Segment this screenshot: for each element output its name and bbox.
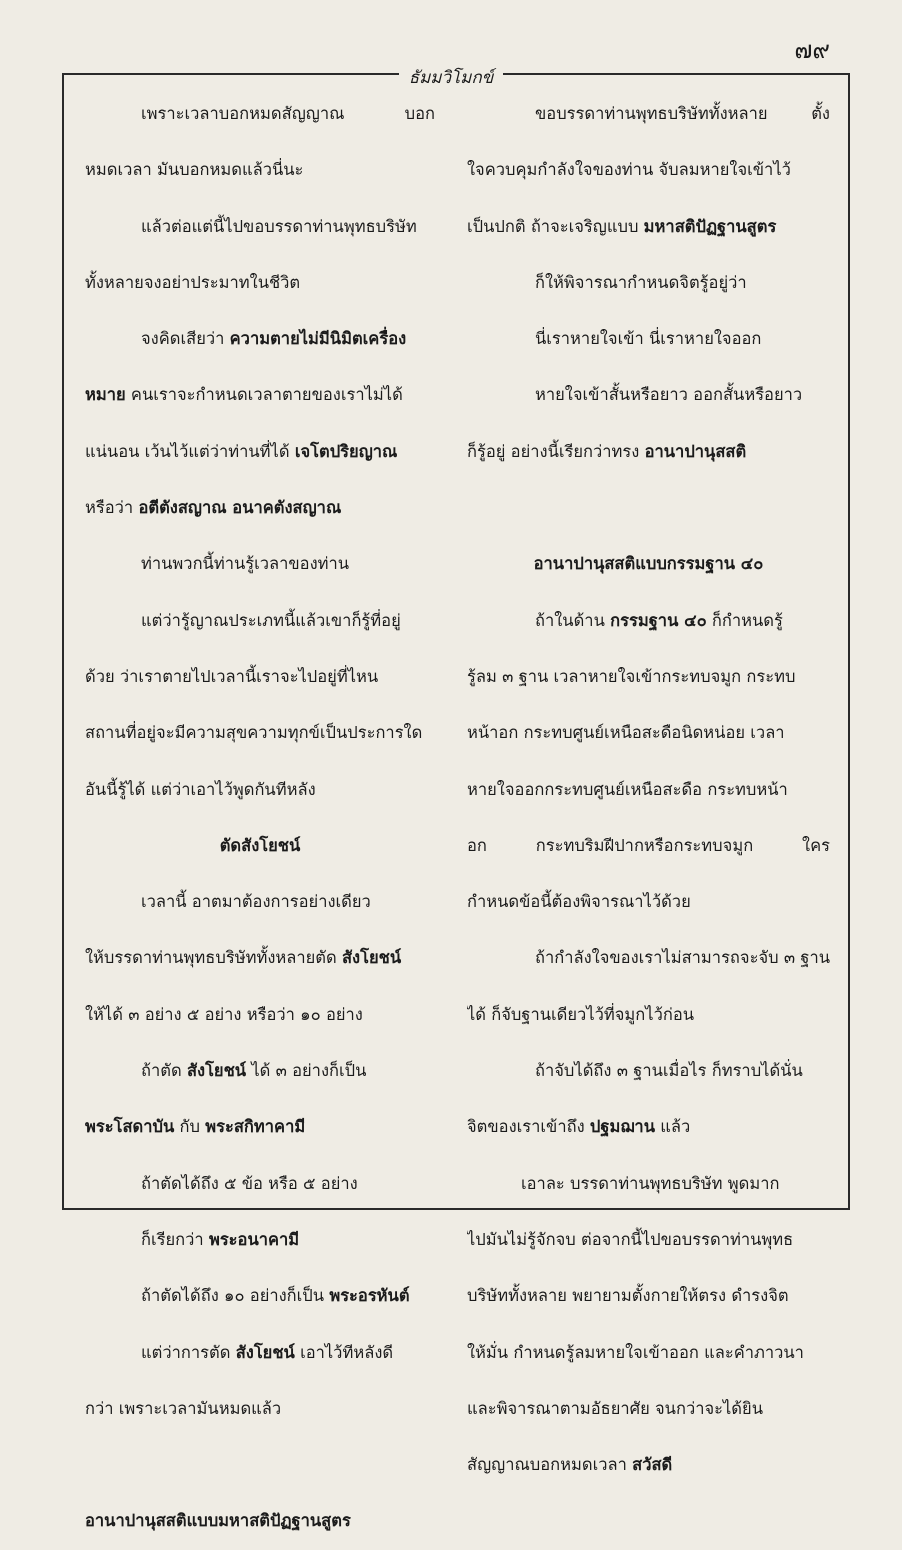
text-line: ให้ได้ ๓ อย่าง ๕ อย่าง หรือว่า ๑๐ อย่าง	[85, 1004, 363, 1024]
text-span: ก็กำหนดรู้	[706, 610, 783, 630]
text-span: ก็รู้อยู่ อย่างนี้เรียกว่าทรง	[467, 441, 645, 461]
bold-term: พระโสดาบัน	[85, 1117, 175, 1137]
section-heading	[467, 536, 830, 592]
text-span: สัญญาณบอกหมดเวลา	[467, 1455, 633, 1475]
text-span: อก	[467, 835, 487, 855]
bold-term: เจโตปริยญาณ	[294, 441, 398, 461]
text-line	[85, 311, 435, 367]
text-span: จิตของเราเข้าถึง	[467, 1117, 590, 1137]
text-line: หมดเวลา มันบอกหมดแล้วนี่นะ	[85, 160, 304, 180]
text-line	[467, 199, 830, 255]
text-line	[85, 424, 435, 480]
text-line	[85, 930, 435, 986]
bold-term: สังโยชน์	[235, 1342, 295, 1362]
text-span: แล้ว	[654, 1117, 691, 1137]
text-span: กระทบริมฝีปากหรือกระทบจมูก	[535, 835, 754, 855]
text-line: รู้ลม ๓ ฐาน เวลาหายใจเข้ากระทบจมูก กระทบ	[467, 666, 796, 686]
text-line: หายใจเข้าสั้นหรือยาว ออกสั้นหรือยาว	[535, 385, 803, 405]
text-line: ได้ ก็จับฐานเดียวไว้ที่จมูกไว้ก่อน	[467, 1004, 695, 1024]
text-line: และพิจารณาตามอัธยาศัย จนกว่าจะได้ยิน	[467, 1398, 763, 1418]
text-line	[467, 593, 830, 649]
text-span: เป็นปกติ ถ้าจะเจริญแบบ	[467, 216, 644, 236]
section-heading	[85, 818, 435, 874]
text-span: ใคร	[802, 835, 830, 855]
text-line	[467, 480, 830, 536]
text-span: แน่นอน เว้นไว้แต่ว่าท่านที่ได้	[85, 441, 295, 461]
text-line: ท่านพวกนี้ท่านรู้เวลาของท่าน	[141, 554, 350, 574]
text-line: แต่ว่ารู้ญาณประเภทนี้แล้วเขาก็รู้ที่อยู่	[141, 610, 401, 630]
text-line	[85, 1099, 435, 1155]
text-span: กับ	[174, 1117, 206, 1137]
bold-term: อานาปานุสสติ	[644, 441, 747, 461]
bold-term: พระสกิทาคามี	[205, 1117, 306, 1137]
text-line	[85, 1043, 435, 1099]
text-line: กำหนดข้อนี้ต้องพิจารณาไว้ด้วย	[467, 892, 691, 912]
text-span: ก็เรียกว่า	[141, 1229, 209, 1249]
book-title: ธัมมวิโมกข์	[399, 68, 504, 88]
text-span: เพราะเวลาบอกหมดสัญญาณ	[141, 104, 345, 123]
text-line: ก็ให้พิจารณากำหนดจิตรู้อยู่ว่า	[535, 272, 747, 292]
text-line: แล้วต่อแต่นี้ไปขอบรรดาท่านพุทธบริษัท	[141, 216, 417, 236]
heading-text: อานาปานุสสติแบบมหาสติปัฏฐานสูตร	[85, 1511, 351, 1531]
text-span: บอก	[404, 104, 435, 123]
heading-text: อานาปานุสสติแบบกรรมฐาน ๔๐	[533, 554, 764, 574]
bold-term: หมาย	[85, 385, 126, 405]
text-span: ถ้าตัดได้ถึง ๑๐ อย่างก็เป็น	[141, 1286, 330, 1306]
text-line	[467, 1437, 830, 1493]
bold-term: พระอรหันต์	[329, 1286, 410, 1306]
text-span: จงคิดเสียว่า	[141, 329, 230, 349]
text-line: ถ้ากำลังใจของเราไม่สามารถจะจับ ๓ ฐาน	[535, 948, 830, 968]
text-span: ตั้ง	[811, 104, 830, 123]
section-heading	[85, 1493, 435, 1549]
text-line: หน้าอก กระทบศูนย์เหนือสะดือนิดหน่อย เวลา	[467, 723, 785, 743]
text-line: หายใจออกกระทบศูนย์เหนือสะดือ กระทบหน้า	[467, 779, 788, 799]
text-line: อันนี้รู้ได้ แต่ว่าเอาไว้พูดกันทีหลัง	[85, 779, 316, 799]
text-line: ใจควบคุมกำลังใจของท่าน จับลมหายใจเข้าไว้	[467, 160, 791, 180]
text-line: เวลานี้ อาตมาต้องการอย่างเดียว	[141, 892, 371, 912]
text-span: ได้ ๓ อย่างก็เป็น	[246, 1061, 367, 1081]
text-line	[85, 1212, 435, 1268]
text-line: ไปมันไม่รู้จักจบ ต่อจากนี้ไปขอบรรดาท่านพุทธ	[467, 1229, 794, 1249]
text-line: ด้วย ว่าเราตายไปเวลานี้เราจะไปอยู่ที่ไหน	[85, 666, 379, 686]
text-line	[85, 86, 435, 142]
bold-term: มหาสติปัฏฐานสูตร	[643, 216, 777, 236]
text-line: บริษัททั้งหลาย พยายามตั้งกายให้ตรง ดำรงจิต	[467, 1286, 789, 1306]
text-span: คนเราจะกำหนดเวลาตายของเราไม่ได้	[125, 385, 403, 405]
text-span: ขอบรรดาท่านพุทธบริษัททั้งหลาย	[535, 104, 768, 123]
bold-term: กรรมฐาน ๔๐	[610, 610, 707, 630]
bold-term: พระอนาคามี	[208, 1229, 300, 1249]
text-line: ถ้าจับได้ถึง ๓ ฐานเมื่อไร ก็ทราบได้นั่น	[535, 1061, 803, 1081]
text-line: กว่า เพราะเวลามันหมดแล้ว	[85, 1398, 282, 1418]
text-line	[467, 1099, 830, 1155]
text-line: ถ้าตัดได้ถึง ๕ ข้อ หรือ ๕ อย่าง	[141, 1173, 358, 1193]
text-span: ถ้าในด้าน	[535, 610, 611, 630]
bold-term: ปฐมฌาน	[589, 1117, 655, 1137]
text-span: หรือว่า	[85, 498, 139, 518]
bold-term: ความตายไม่มีนิมิตเครื่อง	[229, 329, 407, 349]
text-line: ทั้งหลายจงอย่าประมาทในชีวิต	[85, 272, 301, 292]
text-line	[467, 818, 830, 874]
text-line	[85, 1325, 435, 1381]
text-line: เอาละ บรรดาท่านพุทธบริษัท พูดมาก	[521, 1173, 780, 1193]
heading-text: ตัดสังโยชน์	[219, 835, 301, 855]
text-line	[467, 424, 830, 480]
text-line	[467, 86, 830, 142]
text-line: นี่เราหายใจเข้า นี่เราหายใจออก	[535, 329, 762, 349]
bold-term: สังโยชน์	[186, 1061, 247, 1081]
text-span: แต่ว่าการตัด	[141, 1342, 236, 1362]
left-column	[85, 86, 435, 1550]
text-line: ให้มั่น กำหนดรู้ลมหายใจเข้าออก และคำภาวนา	[467, 1342, 804, 1362]
page-number: ๗๙	[794, 36, 830, 64]
right-column	[467, 86, 830, 1493]
text-line	[85, 1437, 435, 1493]
text-span: ถ้าตัด	[141, 1061, 187, 1081]
bold-term: สวัสดี	[632, 1455, 673, 1475]
text-span: ให้บรรดาท่านพุทธบริษัททั้งหลายตัด	[85, 948, 342, 968]
text-span: เอาไว้ทีหลังดี	[294, 1342, 394, 1362]
bold-term: อตีตังสญาณ อนาคตังสญาณ	[138, 498, 342, 518]
text-line: สถานที่อยู่จะมีความสุขความทุกข์เป็นประการใด	[85, 723, 423, 743]
bold-term: สังโยชน์	[341, 948, 402, 968]
text-line	[85, 480, 435, 536]
text-line	[85, 367, 435, 423]
